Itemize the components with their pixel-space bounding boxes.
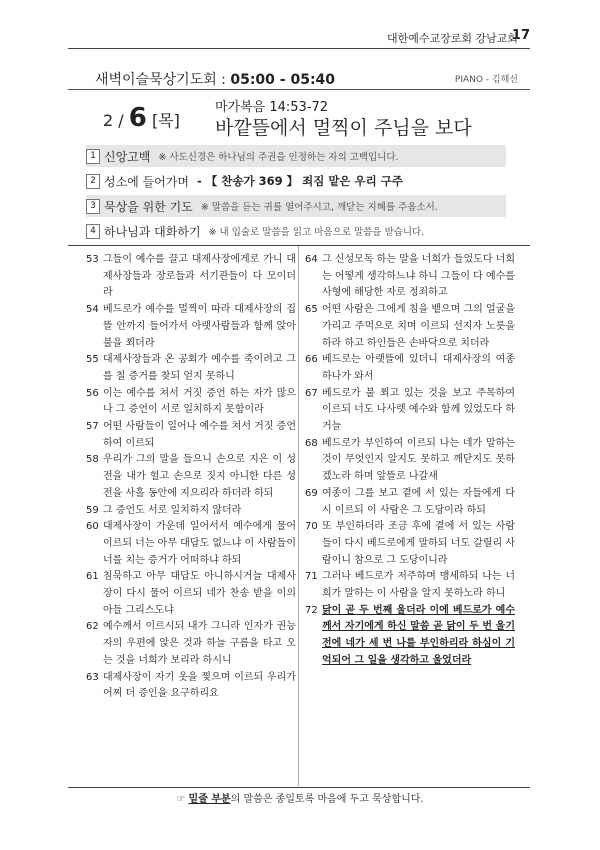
top-divider <box>68 48 530 49</box>
worship-steps <box>86 145 506 245</box>
verse <box>305 519 515 569</box>
verse-number: 66 <box>305 354 318 366</box>
verse <box>305 486 515 519</box>
verse <box>305 436 515 486</box>
verse-number: 56 <box>86 387 99 399</box>
verse-number: 57 <box>86 421 99 433</box>
date <box>103 103 180 133</box>
step-number: 4 <box>86 224 100 239</box>
footer-note <box>0 790 600 805</box>
date-weekday: [목] <box>151 111 180 130</box>
step-hymn <box>86 170 506 192</box>
verse <box>86 619 296 669</box>
piano-credit: PIANO - 김해선 <box>454 75 518 85</box>
step-note: ※ 내 입술로 말씀을 읽고 마음으로 말씀을 받습니다. <box>208 227 425 238</box>
verse-number: 71 <box>305 571 318 583</box>
scripture-divider <box>68 245 530 246</box>
church-name: 대한예수교장로회 강남교회 <box>386 32 518 45</box>
verse-number: 64 <box>305 254 318 265</box>
verse <box>86 503 296 520</box>
bible-reference: 마가복음 14:53-72 <box>215 100 329 115</box>
verse-text: 그들이 예수를 끌고 대제사장에게로 가니 대제사장들과 장로들과 서기관들이 다 모이더라 <box>103 254 296 299</box>
step-title: 묵상을 위한 기도 <box>104 199 193 214</box>
verse-text: 여종이 그를 보고 곁에 서 있는 자들에게 다시 이르되 이 사람은 그 도당이라 하되 <box>322 487 515 516</box>
verse-text-underlined: 닭이 곧 두 번째 울더라 이에 베드로가 예수께서 자기에게 하신 말씀 곧 닭이 두 번 울기 전에 네가 세 번 나를 부인하리라 하심이 기억되어 그 일을 생각하고 울었더라 <box>322 604 515 666</box>
verse <box>305 252 515 302</box>
step-title: 하나님과 대화하기 <box>104 224 201 239</box>
verse <box>305 569 515 602</box>
verse <box>86 352 296 385</box>
pointing-hand-icon: ☞ <box>176 794 186 805</box>
verse-text: 그 증언도 서로 일치하지 않더라 <box>103 504 242 516</box>
verse-text: 우리가 그의 말을 들으니 손으로 지은 이 성전을 내가 헐고 손으로 짓지 아니한 다른 성전을 사흘 동안에 지으리라 하더라 하되 <box>103 454 296 499</box>
verse-number: 67 <box>305 387 318 399</box>
verse <box>305 302 515 352</box>
verse-text: 어떤 사람들이 일어나 예수를 쳐서 거짓 증언 하여 이르되 <box>103 421 296 449</box>
verse-text: 그 신성모독 하는 말을 너희가 들었도다 너희는 어떻게 생각하느냐 하니 그들이 다 예수를 사형에 해당한 자로 정죄하고 <box>322 254 515 299</box>
session-divider <box>68 89 530 90</box>
verse-text: 베드로가 부인하여 이르되 나는 네가 말하는 것이 무엇인지 알지도 못하고 깨닫지도 못하겠노라 하며 앞뜰로 나갈새 <box>322 437 515 483</box>
verse-text: 대제사장이 가운데 일어서서 예수에게 물어 이르되 너는 아무 대답도 없느냐 이 사람들이 너를 치는 증거가 어떠하냐 하되 <box>103 521 296 566</box>
verse <box>86 569 296 619</box>
step-dialogue <box>86 220 506 242</box>
verse <box>86 302 296 352</box>
verse-number: 59 <box>86 504 99 516</box>
footer-text: 의 말씀은 종일토록 마음에 두고 묵상합니다. <box>230 794 424 805</box>
session-info <box>95 69 335 89</box>
verse-number: 61 <box>86 571 99 583</box>
step-note: ※ 말씀을 듣는 귀를 열어주시고, 깨닫는 지혜를 주옵소서. <box>200 202 438 213</box>
date-day: 6 <box>128 103 147 133</box>
step-number: 3 <box>86 199 100 214</box>
scripture-column-left <box>86 252 296 703</box>
verse <box>305 352 515 385</box>
verse-number: 54 <box>86 304 99 316</box>
verse-text: 대제사장들과 온 공회가 예수를 죽이려고 그를 칠 증거를 찾되 얻지 못하니 <box>103 354 296 382</box>
verse-number: 63 <box>86 671 99 683</box>
verse-number: 65 <box>305 304 318 316</box>
verse-number: 69 <box>305 487 318 499</box>
date-month: 2 / <box>103 111 124 130</box>
verse <box>86 670 296 703</box>
verse <box>86 419 296 452</box>
verse <box>86 386 296 419</box>
verse-text: 예수께서 이르시되 내가 그니라 인자가 권능자의 우편에 앉은 것과 하늘 구름을 타고 오는 것을 너희가 보리라 하시니 <box>103 621 296 666</box>
verse-text: 어떤 사람은 그에게 침을 뱉으며 그의 얼굴을 가리고 주먹으로 치며 이르되 선지자 노릇을 하라 하고 하인들은 손바닥으로 치더라 <box>322 304 515 349</box>
verse <box>86 252 296 302</box>
verse-text: 침묵하고 아무 대답도 아니하시거늘 대제사장이 다시 물어 이르되 네가 찬송 받을 이의 아들 그리스도냐 <box>103 571 296 616</box>
verse-number: 58 <box>86 454 99 466</box>
step-confession <box>86 145 506 167</box>
verse-text: 베드로가 불 쬐고 있는 것을 보고 주목하여 이르되 너도 나사렛 예수와 함께 있었도다 하거늘 <box>322 387 515 433</box>
column-divider <box>298 246 299 786</box>
step-title: 신앙고백 <box>104 149 151 164</box>
verse-text: 이는 예수를 쳐서 거짓 증언 하는 자가 많으나 그 증언이 서로 일치하지 못함이라 <box>103 387 296 416</box>
verse-text: 대제사장이 자기 옷을 찢으며 이르되 우리가 어찌 더 증인을 요구하리요 <box>103 671 296 700</box>
session-label: 새벽이슬묵상기도회 : <box>95 72 226 88</box>
verse-text: 또 부인하더라 조금 후에 곁에 서 있는 사람들이 다시 베드로에게 말하되 너도 갈릴리 사람이니 참으로 그 도당이니라 <box>322 521 515 566</box>
step-number: 2 <box>86 174 100 189</box>
verse-number: 55 <box>86 354 99 366</box>
page-number: 17 <box>511 28 530 43</box>
verse-highlighted <box>305 603 515 670</box>
verse-number: 70 <box>305 521 318 533</box>
verse-number: 68 <box>305 437 318 449</box>
verse-number: 62 <box>86 621 99 633</box>
step-number: 1 <box>86 149 100 164</box>
step-prayer <box>86 195 506 217</box>
verse-text: 베드로가 예수를 멀찍이 따라 대제사장의 집 뜰 안까지 들어가서 아랫사람들과 함께 앉아 불을 쬐더라 <box>103 304 296 349</box>
verse <box>86 519 296 569</box>
session-time: 05:00 - 05:40 <box>230 72 336 88</box>
verse-text: 그러나 베드로가 저주하며 맹세하되 나는 너희가 말하는 이 사람을 알지 못하노라 하니 <box>322 571 515 600</box>
step-note: - 【 찬송가 369 】 죄짐 맡은 우리 구주 <box>196 174 403 188</box>
verse-number: 72 <box>305 604 318 616</box>
step-note: ※ 사도신경은 하나님의 주권을 인정하는 자의 고백입니다. <box>158 152 399 163</box>
verse-text: 베드로는 아랫뜰에 있더니 대제사장의 여종 하나가 와서 <box>322 354 515 382</box>
verse <box>305 386 515 436</box>
step-title: 성소에 들어가며 <box>104 174 189 189</box>
verse <box>86 452 296 502</box>
sermon-title: 바깥뜰에서 멀찍이 주님을 보다 <box>215 117 472 139</box>
verse-number: 53 <box>86 254 99 265</box>
verse-number: 60 <box>86 521 99 533</box>
scripture-column-right <box>305 252 515 670</box>
footer-underlined: 밑줄 부분 <box>188 794 231 805</box>
footer-divider <box>68 787 530 788</box>
